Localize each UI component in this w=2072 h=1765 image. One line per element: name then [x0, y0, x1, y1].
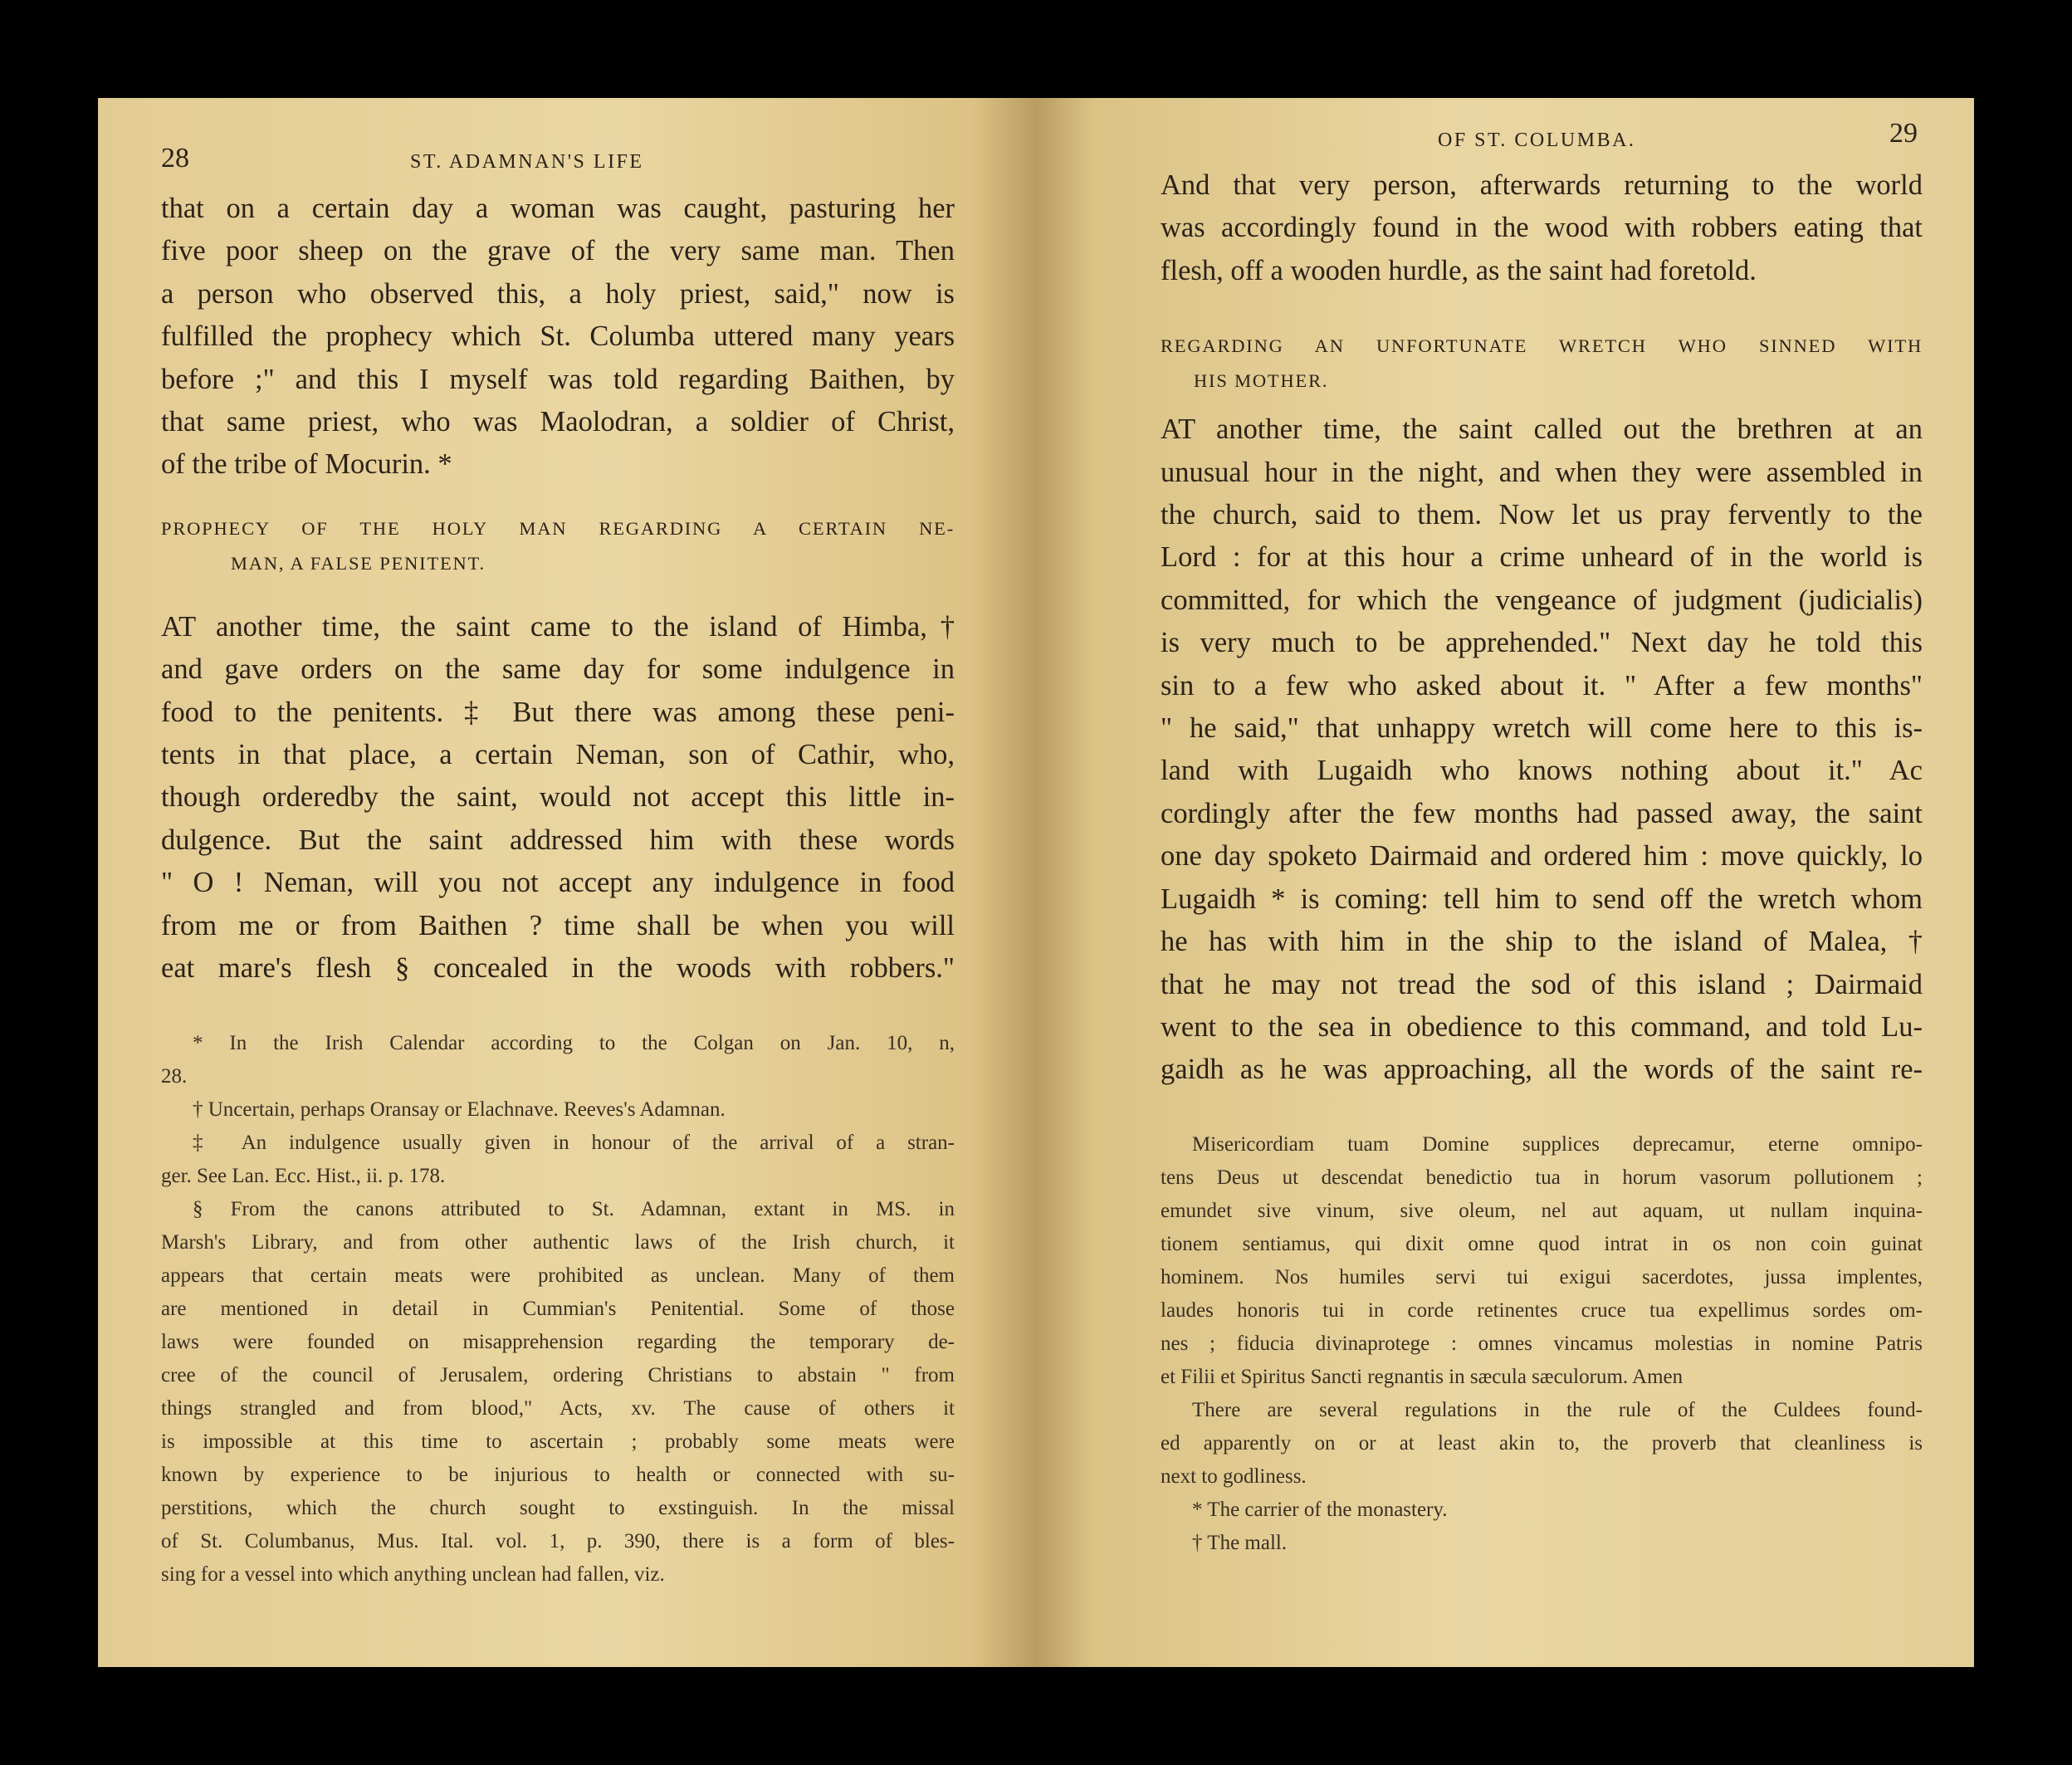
heading-line: MAN, A FALSE PENITENT. — [231, 552, 486, 574]
text-line: of the tribe of Mocurin. * — [161, 448, 452, 481]
footnote-line: nes ; fiducia divinaprotege : omnes vincamus molestias in nomine Patris — [1161, 1332, 1923, 1355]
text-line: went to the sea in obedience to this command, and told Lu- — [1161, 1010, 1923, 1043]
text-line: before ;" and this I myself was told regarding Baithen, by — [161, 363, 955, 395]
page-header — [1161, 115, 1923, 164]
text-line: dulgence. But the saint addressed him with these words — [161, 824, 955, 856]
heading-line: PROPHECY OF THE HOLY MAN REGARDING A CERTAIN NE- — [161, 517, 955, 539]
text-line: from me or from Baithen ? time shall be when you will — [161, 909, 955, 941]
section-heading — [1161, 329, 1923, 398]
footnote-line: laws were founded on misapprehension regarding the temporary de- — [161, 1330, 955, 1353]
footnote-line: things strangled and from blood," Acts, xv. The cause of others it — [161, 1396, 955, 1420]
text-line: one day spoketo Dairmaid and ordered him : move quickly, lo — [1161, 840, 1923, 873]
paragraph — [1161, 164, 1923, 292]
book-spread — [98, 98, 1974, 1667]
text-line: AT another time, the saint called out the brethren at an — [1161, 413, 1923, 446]
text-line: five poor sheep on the grave of the very same man. Then — [161, 235, 955, 267]
text-line: tents in that place, a certain Neman, son of Cathir, who, — [161, 739, 955, 771]
left-page — [98, 98, 1038, 1667]
footnote-line: 28. — [161, 1064, 188, 1088]
footnote-line: ed apparently on or at least akin to, the proverb that cleanliness is — [1161, 1431, 1923, 1455]
text-line: that he may not tread the sod of this island ; Dairmaid — [1161, 968, 1923, 1000]
footnotes — [161, 1027, 955, 1591]
text-line: is very much to be apprehended." Next day he told this — [1161, 627, 1923, 659]
text-line: And that very person, afterwards returning to the world — [1161, 169, 1923, 201]
footnote-line: next to godliness. — [1161, 1464, 1307, 1488]
text-line: " he said," that unhappy wretch will come here to this is- — [1161, 712, 1923, 745]
footnote-line: sing for a vessel into which anything unclean had fallen, viz. — [161, 1562, 665, 1586]
footnote-line: † The mall. — [1192, 1531, 1288, 1554]
footnote-line: tionem sentiamus, qui dixit omne quod intrat in os non coin guinat — [1161, 1232, 1923, 1255]
text-line: eat mare's flesh § concealed in the woods with robbers." — [161, 952, 955, 985]
text-line: AT another time, the saint came to the island of Himba,† — [161, 610, 955, 643]
running-head: OF ST. COLUMBA. — [1438, 130, 1636, 151]
text-line: Lugaidh * is coming: tell him to send off the wretch whom — [1161, 882, 1923, 915]
footnote-line: tens Deus ut descendat benedictio tua in horum vasorum pollutionem ; — [1161, 1166, 1923, 1189]
text-line: a person who observed this, a holy priest, said," now is — [161, 277, 955, 310]
footnote-line: cree of the council of Jerusalem, ordering Christians to abstain " from — [161, 1363, 955, 1386]
footnote-line: § From the canons attributed to St. Adamnan, extant in MS. in — [193, 1197, 955, 1220]
text-line: " O ! Neman, will you not accept any indulgence in food — [161, 867, 955, 899]
text-line: sin to a few who asked about it. " After a few months" — [1161, 669, 1923, 702]
text-line: Lord : for at this hour a crime unheard of in the world is — [1161, 541, 1923, 574]
paragraph — [1161, 408, 1923, 1092]
text-line: cordingly after the few months had passed away, the saint — [1161, 797, 1923, 829]
footnote-line: hominem. Nos humiles servi tui exigui sacerdotes, jussa implentes, — [1161, 1265, 1923, 1288]
page-header — [161, 138, 955, 188]
paragraph — [161, 606, 955, 990]
heading-line: REGARDING AN UNFORTUNATE WRETCH WHO SINNED WITH — [1161, 335, 1923, 357]
right-page — [1038, 98, 1974, 1667]
footnote-line: Marsh's Library, and from other authentic laws of the Irish church, it — [161, 1230, 955, 1254]
footnote-line: et Filii et Spiritus Sancti regnantis in sæcula sæculorum. Amen — [1161, 1365, 1684, 1388]
footnotes — [1161, 1128, 1923, 1560]
text-line: land with Lugaidh who knows nothing about it." Ac — [1161, 755, 1923, 787]
running-head: ST. ADAMNAN'S LIFE — [410, 151, 644, 173]
section-heading — [161, 511, 955, 581]
footnote-line: are mentioned in detail in Cummian's Penitential. Some of those — [161, 1297, 955, 1320]
text-line: unusual hour in the night, and when they were assembled in — [1161, 456, 1923, 488]
text-line: he has with him in the ship to the island of Malea, † — [1161, 926, 1923, 958]
page-number: 28 — [161, 143, 189, 174]
text-line: and gave orders on the same day for some indulgence in — [161, 653, 955, 686]
heading-line: HIS MOTHER. — [1194, 370, 1329, 392]
footnote-line: * In the Irish Calendar according to the Colgan on Jan. 10, n, — [193, 1031, 955, 1054]
text-line: food to the penitents. ‡ But there was among these peni- — [161, 696, 955, 728]
footnote-line: Misericordiam tuam Domine supplices deprecamur, eterne omnipo- — [1192, 1132, 1923, 1156]
footnote-line: * The carrier of the monastery. — [1192, 1498, 1448, 1521]
text-line: gaidh as he was approaching, all the words of the saint re- — [1161, 1054, 1923, 1086]
footnote-line: ger. See Lan. Ecc. Hist., ii. p. 178. — [161, 1164, 446, 1187]
text-line: the church, said to them. Now let us pray fervently to the — [1161, 499, 1923, 531]
text-line: that same priest, who was Maolodran, a soldier of Christ, — [161, 406, 955, 438]
text-line: that on a certain day a woman was caught, pasturing her — [161, 193, 955, 224]
footnote-line: ‡ An indulgence usually given in honour of the arrival of a stran- — [193, 1131, 955, 1154]
text-line: flesh, off a wooden hurdle, as the saint had foretold. — [1161, 254, 1757, 286]
footnote-line: is impossible at this time to ascertain ; probably some meats were — [161, 1430, 955, 1453]
text-line: was accordingly found in the wood with robbers eating that — [1161, 212, 1923, 244]
paragraph — [161, 188, 955, 486]
footnote-line: † Uncertain, perhaps Oransay or Elachnave. Reeves's Adamnan. — [193, 1098, 726, 1121]
text-line: fulfilled the prophecy which St. Columba uttered many years — [161, 320, 955, 353]
footnote-line: known by experience to be injurious to health or connected with su- — [161, 1463, 955, 1486]
footnote-line: laudes honoris tui in corde retinentes cruce tua expellimus sordes om- — [1161, 1298, 1923, 1322]
footnote-line: There are several regulations in the rule of the Culdees found- — [1192, 1398, 1923, 1421]
footnote-line: perstitions, which the church sought to exstinguish. In the missal — [161, 1496, 955, 1519]
page-number: 29 — [1889, 118, 1918, 149]
footnote-line: emundet sive vinum, sive oleum, nel aut aquam, ut nullam inquina- — [1161, 1199, 1923, 1222]
footnote-line: of St. Columbanus, Mus. Ital. vol. 1, p. 390, there is a form of bles- — [161, 1529, 955, 1552]
text-line: committed, for which the vengeance of judgment (judicialis) — [1161, 584, 1923, 616]
footnote-line: appears that certain meats were prohibited as unclean. Many of them — [161, 1264, 955, 1287]
text-line: though orderedby the saint, would not accept this little in- — [161, 781, 955, 814]
